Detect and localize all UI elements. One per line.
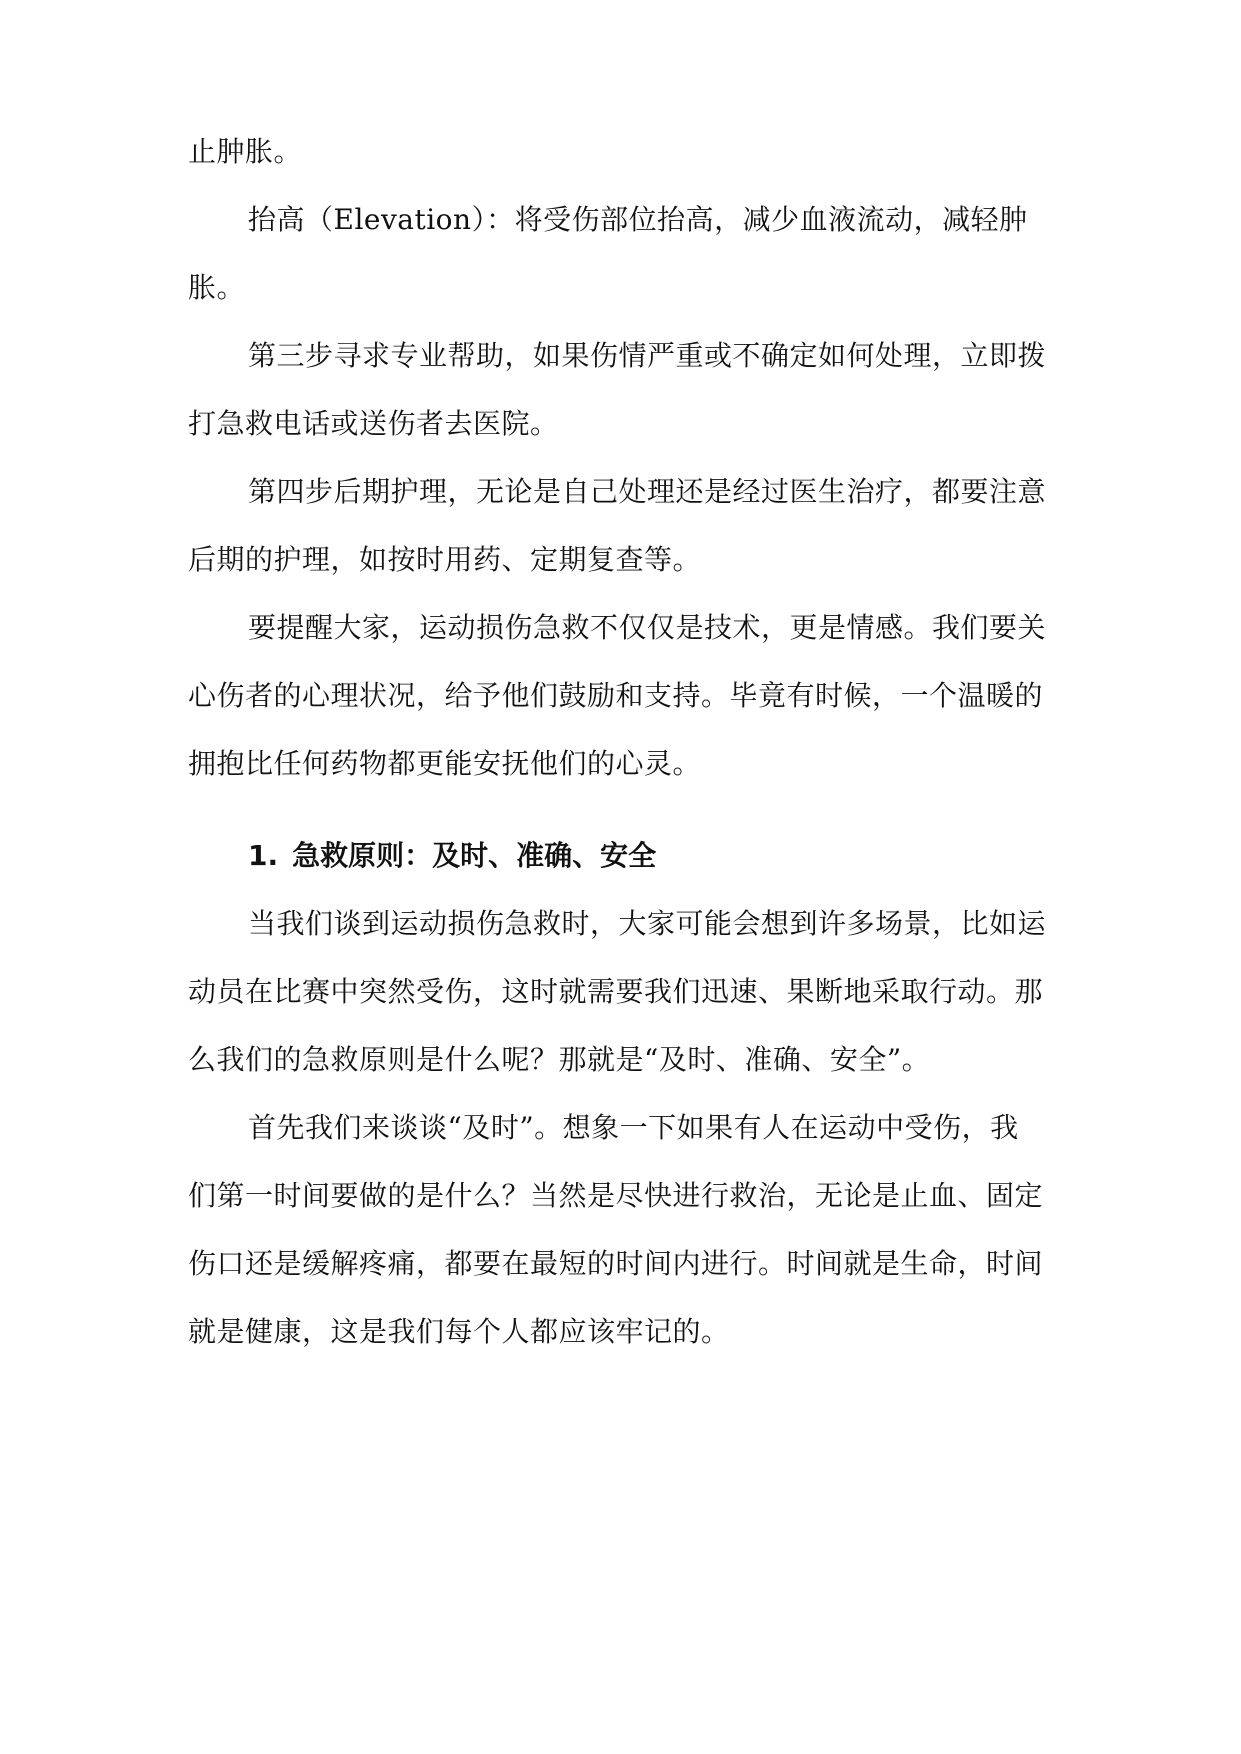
paragraph-line: 当我们谈到运动损伤急救时，大家可能会想到许多场景，比如运 — [248, 907, 1047, 940]
section-heading — [248, 836, 656, 876]
heading-text: 急救原则：及时、准确、安全 — [292, 839, 657, 872]
paragraph-line: 后期的护理，如按时用药、定期复查等。 — [188, 543, 702, 576]
paragraph-line: 打急救电话或送伤者去医院。 — [188, 407, 559, 440]
paragraph-line: 伤口还是缓解疼痛，都要在最短的时间内进行。时间就是生命，时间 — [188, 1247, 1044, 1280]
paragraph-line: 心伤者的心理状况，给予他们鼓励和支持。毕竟有时候，一个温暖的 — [188, 679, 1044, 712]
paragraph-line: 就是健康，这是我们每个人都应该牢记的。 — [188, 1315, 730, 1348]
paragraph-line: 第四步后期护理，无论是自己处理还是经过医生治疗，都要注意 — [248, 475, 1047, 508]
paragraph-line: 动员在比赛中突然受伤，这时就需要我们迅速、果断地采取行动。那 — [188, 975, 1044, 1008]
paragraph-line: 么我们的急救原则是什么呢？那就是“及时、准确、安全”。 — [188, 1043, 931, 1076]
paragraph-line: 第三步寻求专业帮助，如果伤情严重或不确定如何处理，立即拨 — [248, 339, 1047, 372]
paragraph-line: 首先我们来谈谈“及时”。想象一下如果有人在运动中受伤，我 — [248, 1111, 1019, 1144]
paragraph-line: 要提醒大家，运动损伤急救不仅仅是技术，更是情感。我们要关 — [248, 611, 1047, 644]
paragraph-line: 止肿胀。 — [188, 135, 303, 168]
paragraph-line: 们第一时间要做的是什么？当然是尽快进行救治，无论是止血、固定 — [188, 1179, 1044, 1212]
paragraph-line: 抬高（Elevation）：将受伤部位抬高，减少血液流动，减轻肿 — [248, 203, 1028, 236]
heading-number: 1. — [248, 839, 279, 872]
paragraph-line: 胀。 — [188, 271, 246, 304]
paragraph-line: 拥抱比任何药物都更能安抚他们的心灵。 — [188, 747, 702, 780]
